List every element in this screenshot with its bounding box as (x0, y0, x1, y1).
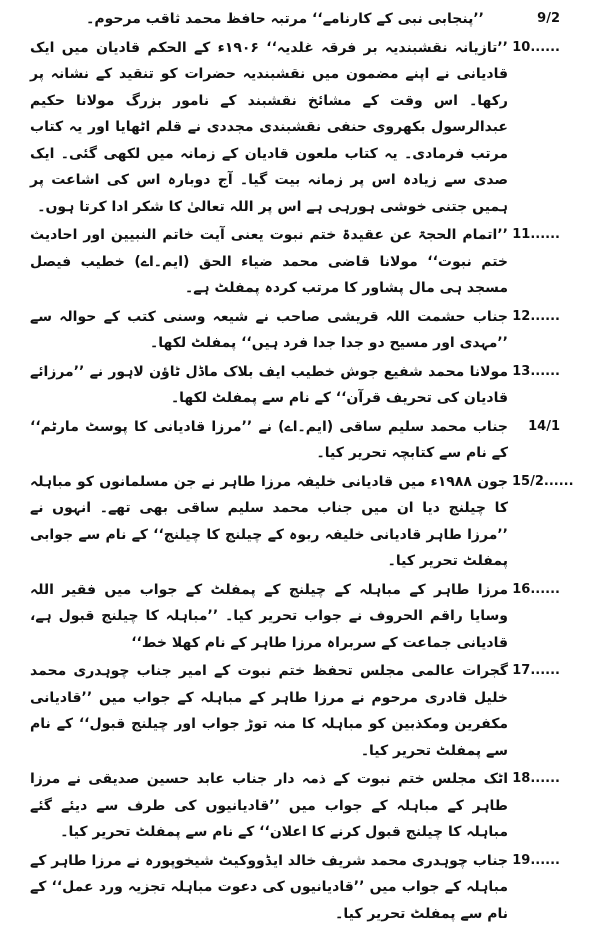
list-item (30, 359, 560, 412)
list-item (30, 35, 560, 221)
list-item (30, 848, 560, 927)
entry-number: 15/2...... (512, 469, 560, 496)
list-item (30, 6, 560, 33)
entry-text: جناب حشمت اللہ قریشی صاحب نے شیعہ وسنی کتب کے حوالہ سے ’’مہدی اور مسیح دو جدا جدا فرد ہیں‘‘ پمفلٹ لکھا۔ (30, 304, 512, 357)
entry-number: 17...... (512, 658, 560, 685)
entry-number: 10...... (512, 35, 560, 62)
entry-text: ’’پنجابی نبی کے کارنامے‘‘ مرتبہ حافظ محمد ثاقب مرحوم۔ (30, 6, 512, 33)
list-item (30, 222, 560, 302)
entry-text: مولانا محمد شفیع جوش خطیب ایف بلاک ماڈل ٹاؤن لاہور نے ’’مرزائے قادیان کی تحریف قرآن‘‘ کے نام سے پمفلٹ لکھا۔ (30, 359, 512, 412)
entry-number: 14/1 (512, 414, 560, 441)
entry-text: ’’اتمام الحجۃ عن عقیدۃ ختم نبوت یعنی آیت خاتم النبیین اور احادیث ختم نبوت‘‘ مولانا قاضی محمد ضیاء الحق (ایم۔اے) خطیب فیصل مسجد ہی مال پشاور کا مرتب کردہ پمفلٹ ہے۔ (30, 222, 512, 302)
list-item (30, 766, 560, 846)
entry-text: جناب چوہدری محمد شریف خالد ایڈووکیٹ شیخوپورہ نے مرزا طاہر کے مباہلہ کے جواب میں ’’قادیانیوں کی دعوت مباہلہ تجزیہ ورد عمل‘‘ کے نام سے پمفلٹ تحریر کیا۔ (30, 848, 512, 927)
entry-number: 12...... (512, 304, 560, 331)
list-item (30, 469, 560, 575)
entry-number: 19...... (512, 848, 560, 875)
entry-number: 16...... (512, 577, 560, 604)
entry-text: گجرات عالمی مجلس تحفظ ختم نبوت کے امیر جناب چوہدری محمد خلیل قادری مرحوم نے مرزا طاہر کے مباہلہ کے جواب میں ’’قادیانی مکفرین ومکذبین کو مباہلہ کا منہ توڑ جواب اور چیلنج قبول‘‘ کے نام سے پمفلٹ تحریر کیا۔ (30, 658, 512, 764)
list-item (30, 577, 560, 657)
entry-text: ’’تازیانہ نقشبندیہ بر فرقہ غلدیہ‘‘ ۱۹۰۶ء کے الحکم قادیان میں ایک قادیانی نے اپنے مضمون میں نقشبندیہ حضرات کو تنقید کے نشانہ پر رکھا۔ اس وقت کے مشائخ نقشبند کے نامور بزرگ مولانا حکیم عبدالرسول بکھروی حنفی نقشبندی مجددی نے قلم اٹھایا اور یہ کتاب مرتب فرمادی۔ یہ کتاب ملعون قادیان کے زمانہ میں لکھی گئی۔ ایک صدی سے زیادہ اس پر زمانہ بیت گیا۔ آج دوبارہ اس کی اشاعت پر ہمیں جتنی خوشی ہورہی ہے اس پر اللہ تعالیٰ کا شکر ادا کرتا ہوں۔ (30, 35, 512, 221)
list-item (30, 414, 560, 467)
entry-number: 9/2 (512, 6, 560, 33)
list-item (30, 304, 560, 357)
entry-number: 11...... (512, 222, 560, 249)
entry-text: اٹک مجلس ختم نبوت کے ذمہ دار جناب عابد حسین صدیقی نے مرزا طاہر کے مباہلہ کے جواب میں ’’قادیانیوں کی طرف سے دیئے گئے مباہلہ کا چیلنج قبول کرنے کا اعلان‘‘ کے نام سے پمفلٹ تحریر کیا۔ (30, 766, 512, 846)
entry-text: جناب محمد سلیم ساقی (ایم۔اے) نے ’’مرزا قادیانی کا پوسٹ مارٹم‘‘ کے نام سے کتابچہ تحریر کیا۔ (30, 414, 512, 467)
entry-number: 18...... (512, 766, 560, 793)
list-item (30, 658, 560, 764)
entry-text: مرزا طاہر کے مباہلہ کے چیلنج کے پمفلٹ کے جواب میں فقیر اللہ وسایا راقم الحروف نے جواب تحریر کیا۔ ’’مباہلہ کا چیلنج قبول ہے، قادیانی جماعت کے سربراہ مرزا طاہر کے نام کھلا خط‘‘ (30, 577, 512, 657)
entry-number: 13...... (512, 359, 560, 386)
entry-text: جون ۱۹۸۸ء میں قادیانی خلیفہ مرزا طاہر نے جن مسلمانوں کو مباہلہ کا چیلنج دیا ان میں جناب محمد سلیم ساقی بھی تھے۔ انہوں نے ’’مرزا طاہر قادیانی خلیفہ ربوہ کے چیلنج کا چیلنج‘‘ کے نام سے جوابی پمفلٹ تحریر کیا۔ (30, 469, 512, 575)
